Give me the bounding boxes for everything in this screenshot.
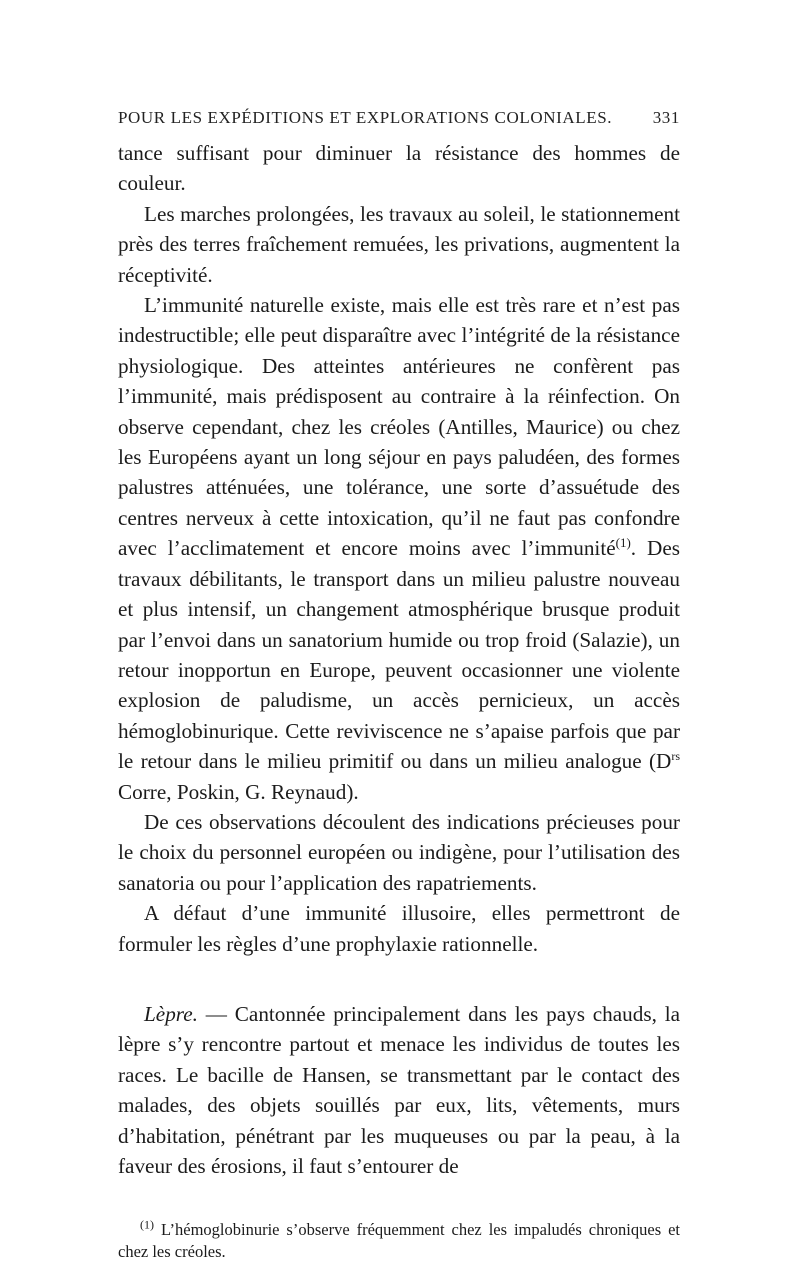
footnote <box>118 1219 680 1263</box>
paragraph-immunite <box>118 290 680 807</box>
footnote-reference[interactable]: (1) <box>615 535 631 551</box>
section-title-lepre: Lèpre. <box>144 1001 198 1026</box>
running-head <box>118 108 680 138</box>
paragraph-text: A défaut d’une immunité illusoire, elles permettront de formuler les règles d’une prophylaxie rationnelle. <box>118 901 680 956</box>
paragraph-text: — Cantonnée principalement dans les pays chauds, la lèpre s’y rencontre partout et menace les individus de toutes les races. Le bacille de Hansen, se transmettant par le contact des malades, des objets souillés par eux, lits, vêtements, murs d’habitation, pénétrant par les muqueuses ou par la peau, à la faveur des érosions, il faut s’entourer de <box>118 1001 680 1178</box>
footnotes <box>118 1219 680 1263</box>
page-number: 331 <box>652 108 680 127</box>
superscript-abbrev: rs <box>671 749 680 764</box>
paragraph-text: tance suffisant pour diminuer la résistance des hommes de couleur. <box>118 141 680 196</box>
paragraph-marches <box>118 199 680 290</box>
paragraph-text: De ces observations découlent des indications précieuses pour le choix du personnel européen ou indigène, pour l’utilisation des sanatoria ou pour l’application des rapatriements. <box>118 809 680 895</box>
paragraph-text: Corre, Poskin, G. Reynaud). <box>118 779 359 804</box>
paragraph-prophylaxie <box>118 898 680 959</box>
running-head-title: POUR LES EXPÉDITIONS ET EXPLORATIONS COLONIALES. <box>118 108 613 127</box>
paragraph-text: . Des travaux débilitants, le transport dans un milieu palustre nouveau et plus intensif, un changement atmosphérique brusque produit par l’envoi dans un sanatorium humide ou trop froid (Salazie), un retour inopportun en Europe, peuvent occasionner une violente explosion de paludisme, un accès pernicieux, un accès hémoglobinurique. Cette reviviscence ne s’apaise parfois que par le retour dans le milieu primitif ou dans un milieu analogue (D <box>118 536 680 774</box>
paragraph-text: Les marches prolongées, les travaux au soleil, le stationnement près des terres fraîchement remuées, les privations, augmentent la réceptivité. <box>118 201 680 287</box>
paragraph-text: L’immunité naturelle existe, mais elle est très rare et n’est pas indestructible; elle peut disparaître avec l’intégrité de la résistance physiologique. Des atteintes antérieures ne confèrent pas l’immunité, mais prédisposent au contraire à la réinfection. On observe cependant, chez les créoles (Antilles, Maurice) ou chez les Européens ayant un long séjour en pays paludéen, des formes palustres atténuées, une tolérance, une sorte d’assuétude des centres nerveux à cette intoxication, qu’il ne faut pas confondre avec l’acclimatement et encore moins avec l’immunité <box>118 293 680 561</box>
paragraph-lepre <box>118 999 680 1181</box>
body-text <box>118 138 680 1181</box>
paragraph-continuation <box>118 138 680 199</box>
section-gap <box>118 959 680 999</box>
paragraph-observations <box>118 807 680 898</box>
footnote-mark: (1) <box>140 1217 154 1232</box>
footnote-text: L’hémoglobinurie s’observe fréquemment chez les impaludés chroniques et chez les créoles. <box>118 1220 680 1262</box>
book-page <box>118 108 680 1263</box>
